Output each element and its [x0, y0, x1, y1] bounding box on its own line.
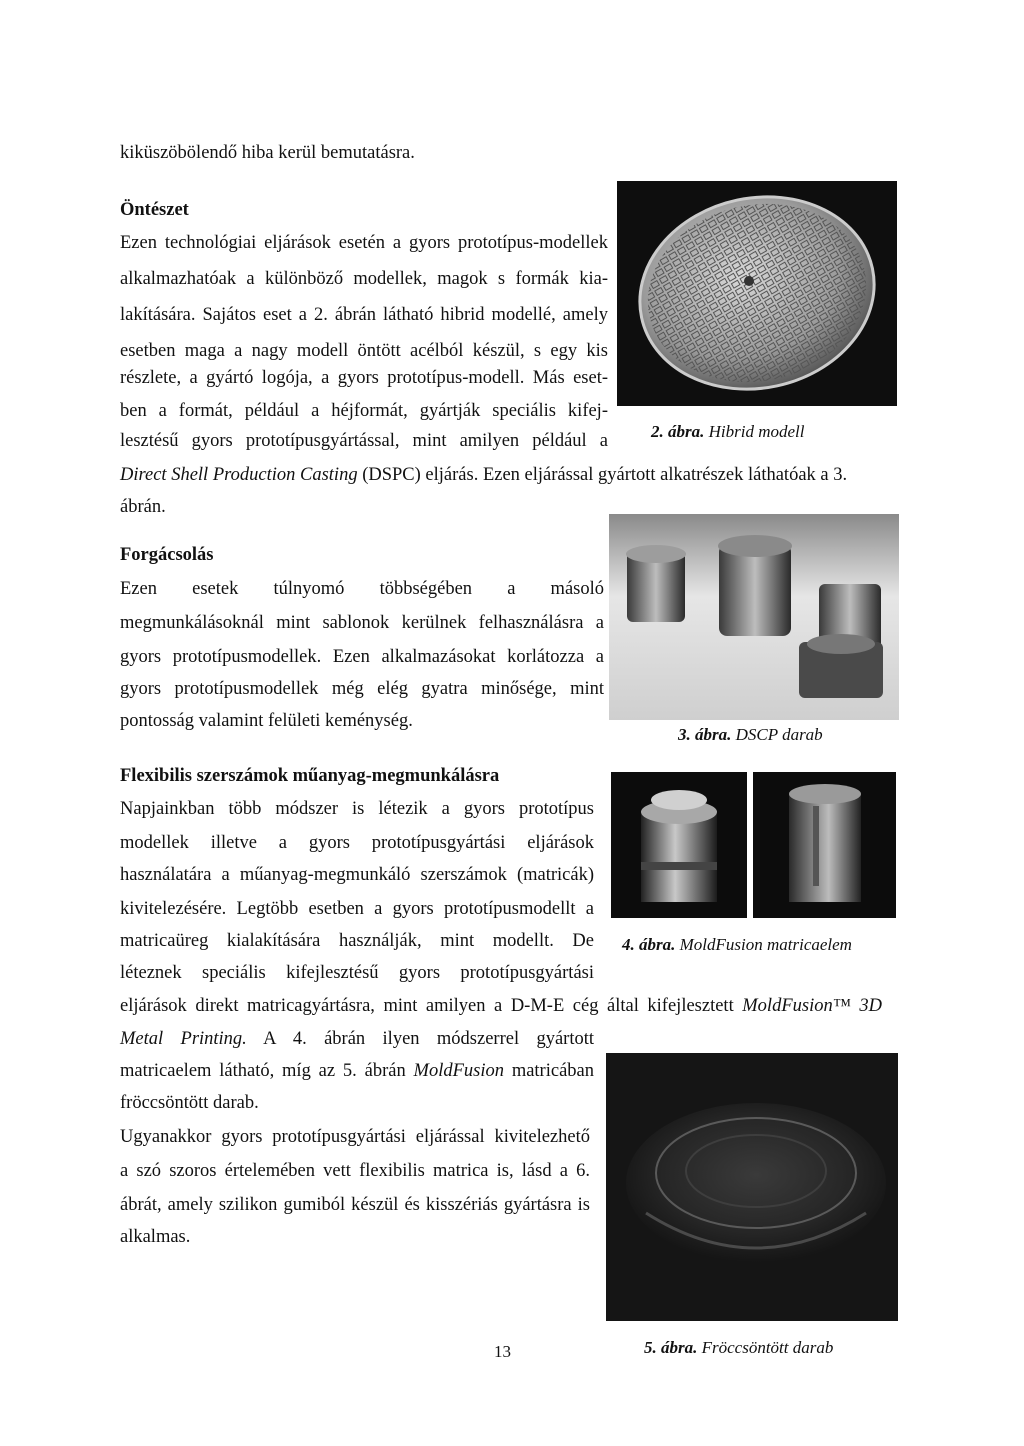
figure-3-number: 3. ábra.: [678, 725, 732, 744]
s2-line-5: pontosság valamint felületi keménység.: [120, 711, 413, 731]
s1-line-7: lesztésű gyors prototípusgyártással, mint amilyen például a: [120, 431, 608, 451]
s3-p2-line-3: ábrát, amely szilikon gumiból készül és kisszériás gyártásra is: [120, 1195, 590, 1215]
dscp-parts-photo: [609, 514, 899, 720]
s3-line-4: kivitelezésére. Legtöbb esetben a gyors prototípusmodellt a: [120, 899, 594, 919]
s3-metal-rest: A 4. ábrán ilyen módszerrel gyártott: [246, 1029, 594, 1049]
figure-4-title: MoldFusion matricaelem: [675, 935, 852, 954]
s2-line-3: gyors prototípusmodellek. Ezen alkalmazásokat korlátozza a: [120, 647, 604, 667]
metal-printing-term: Metal Printing.: [120, 1029, 247, 1049]
figure-5-title: Fröccsöntött darab: [697, 1338, 834, 1357]
figure-2-title: Hibrid modell: [704, 422, 805, 441]
s3-p2-line-1: Ugyanakkor gyors prototípusgyártási eljárással kivitelezhető: [120, 1127, 590, 1147]
figure-2-number: 2. ábra.: [651, 422, 705, 441]
s3-full-line-1: [120, 995, 882, 1017]
s2-line-2: megmunkálásoknál mint sablonok kerülnek felhasználásra a: [120, 613, 604, 633]
s3-line-1: Napjainkban több módszer is létezik a gyors prototípus: [120, 799, 594, 819]
section-heading-flexible-tools: Flexibilis szerszámok műanyag-megmunkálásra: [120, 766, 500, 786]
figure-3-image: [609, 514, 899, 720]
s1-full-rest: (DSPC) eljárás. Ezen eljárással gyártott alkatrészek láthatóak a 3.: [357, 465, 848, 485]
die-element-photo-left: [611, 772, 747, 918]
s1-line-2: alkalmazhatóak a különböző modellek, magok s formák kia-: [120, 269, 608, 289]
figure-2-caption: [651, 422, 804, 442]
figure-3-title: DSCP darab: [731, 725, 823, 744]
s3-p2-line-2: a szó szoros értelemében vett flexibilis matrica is, lásd a 6.: [120, 1161, 590, 1181]
s1-line-5: részlete, a gyártó logója, a gyors prototípus-modell. Más eset-: [120, 368, 608, 388]
s3-line-6: léteznek speciális kifejlesztésű gyors prototípusgyártási: [120, 963, 594, 983]
section-heading-casting: Öntészet: [120, 200, 189, 220]
figure-4-number: 4. ábra.: [622, 935, 676, 954]
section-heading-machining: Forgácsolás: [120, 545, 214, 565]
s3-matrica-line: [120, 1060, 594, 1082]
moldfusion-3d-term: MoldFusion™ 3D: [742, 996, 882, 1016]
figure-5-number: 5. ábra.: [644, 1338, 698, 1357]
figure-2-image: [617, 181, 897, 406]
figure-4-image-right: [753, 772, 896, 918]
s1-line-3: lakítására. Sajátos eset a 2. ábrán látható hibrid modellé, amely: [120, 305, 608, 325]
s1-last-line: ábrán.: [120, 497, 166, 517]
injection-molded-part-photo: [606, 1053, 898, 1321]
s3-line-3: használatára a műanyag-megmunkáló szerszámok (matricák): [120, 865, 594, 885]
s3-line-5: matricaüreg kialakítására használják, mint modellt. De: [120, 931, 594, 951]
s3-matrica-text-b: matricában: [503, 1061, 594, 1081]
page-number: 13: [494, 1342, 511, 1361]
intro-line: kiküszöbölendő hiba kerül bemutatásra.: [120, 143, 415, 163]
figure-3-caption: [678, 725, 823, 745]
s1-line-6: ben a formát, például a héjformát, gyártják speciális kifej-: [120, 401, 608, 421]
s2-line-4: gyors prototípusmodellek még elég gyatra minősége, mint: [120, 679, 604, 699]
dspc-term: Direct Shell Production Casting: [120, 465, 358, 485]
s3-frocc-line: fröccsöntött darab.: [120, 1093, 259, 1113]
s3-metal-line: [120, 1028, 594, 1050]
s3-matrica-text-a: matricaelem látható, míg az 5. ábrán: [120, 1061, 414, 1081]
figure-5-image: [606, 1053, 898, 1321]
s1-line-1: Ezen technológiai eljárások esetén a gyors prototípus-modellek: [120, 233, 608, 253]
s2-line-1: Ezen esetek túlnyomó többségében a másoló: [120, 579, 604, 599]
die-element-photo-right: [753, 772, 896, 918]
figure-5-caption: [644, 1338, 833, 1358]
hybrid-model-photo: [617, 181, 897, 406]
s3-line-2: modellek illetve a gyors prototípusgyártási eljárások: [120, 833, 594, 853]
moldfusion-term: MoldFusion: [413, 1061, 504, 1081]
figure-4-caption: [622, 935, 852, 955]
figure-4-image-left: [611, 772, 747, 918]
s3-full-line-1-text: eljárások direkt matricagyártásra, mint amilyen a D-M-E cég által kifejlesztett: [120, 996, 743, 1016]
s1-full-line: [120, 464, 847, 486]
s1-line-4: esetben maga a nagy modell öntött acélból készül, s egy kis: [120, 341, 608, 361]
s3-p2-line-4: alkalmas.: [120, 1227, 191, 1247]
